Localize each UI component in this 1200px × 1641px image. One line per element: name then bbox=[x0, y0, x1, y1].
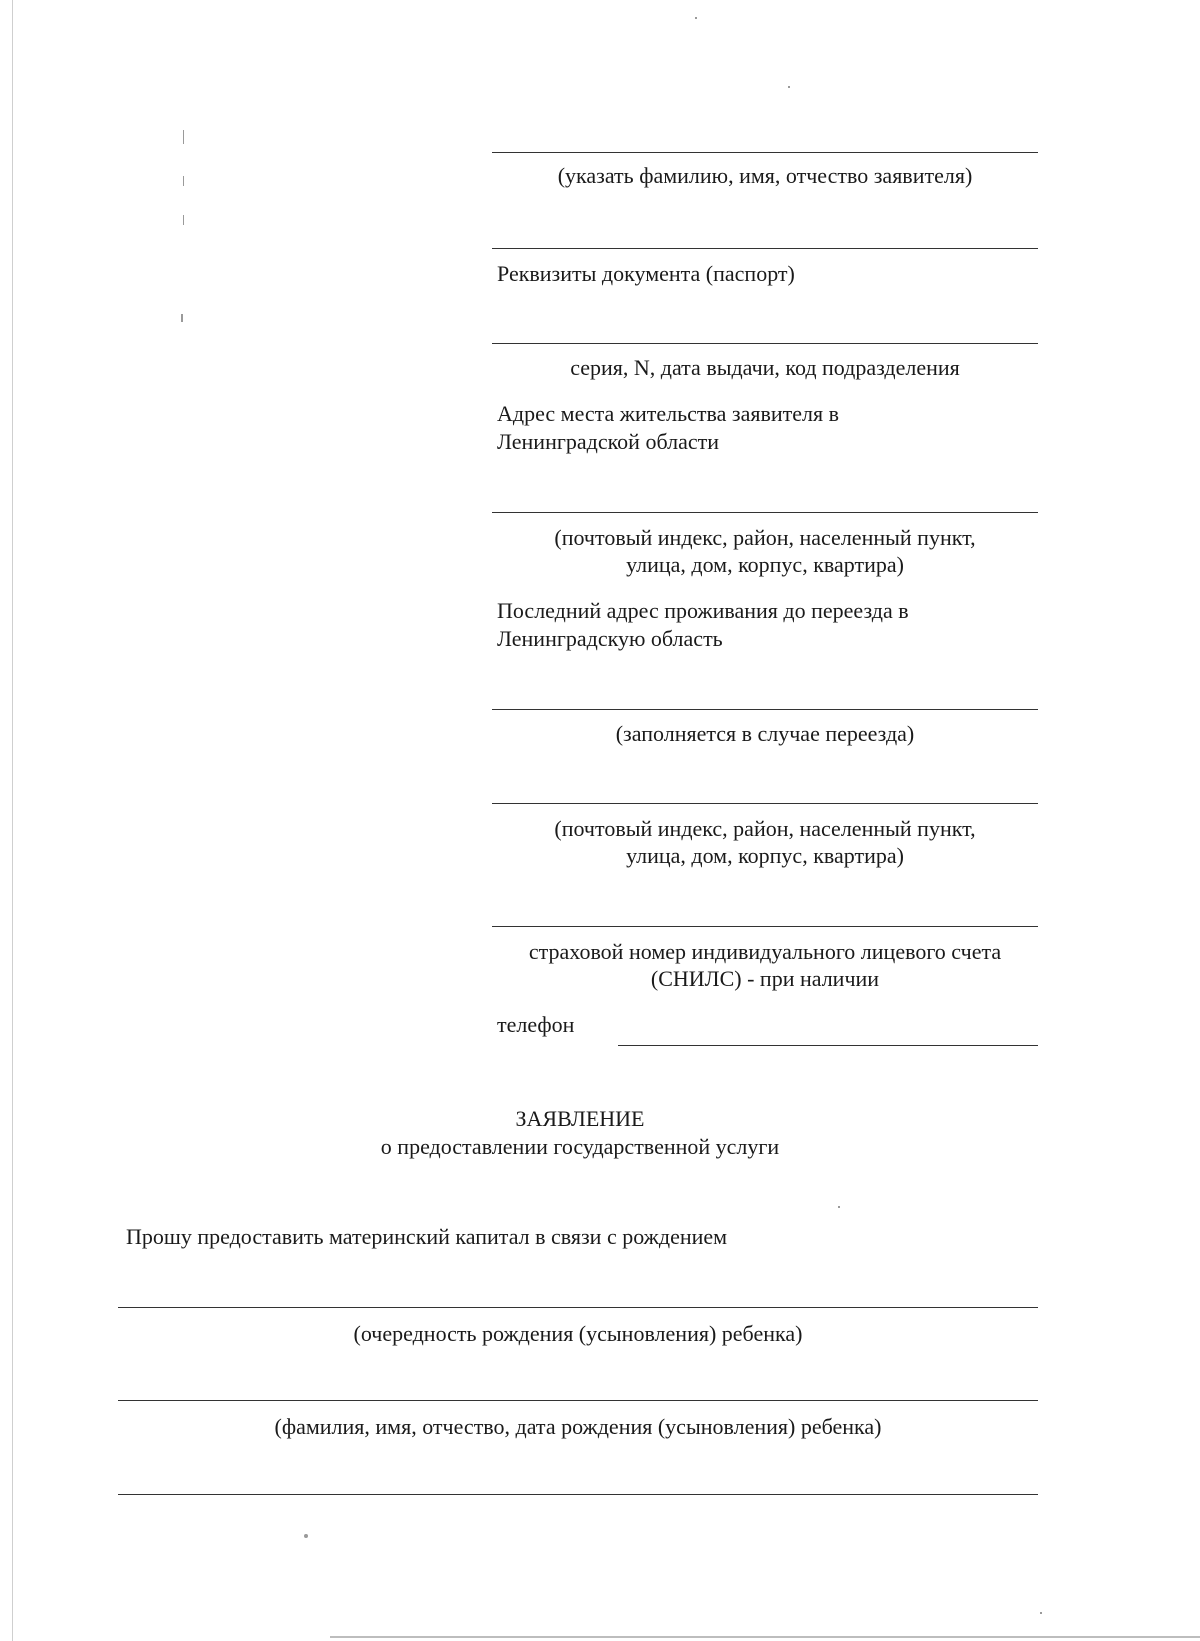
applicant-name-hint: (указать фамилию, имя, отчество заявителя) bbox=[557, 163, 973, 188]
prev-address-hint-line1: (почтовый индекс, район, населенный пункт, bbox=[554, 816, 976, 841]
statement-title: ЗАЯВЛЕНИЕ bbox=[515, 1106, 645, 1131]
snils-hint-line1: страховой номер индивидуального лицевого счета bbox=[528, 939, 1002, 964]
scan-speck bbox=[838, 1206, 840, 1208]
scan-left-edge bbox=[12, 0, 13, 1641]
prev-address-label-line1: Последний адрес проживания до переезда в bbox=[497, 598, 909, 623]
phone-line[interactable] bbox=[618, 1045, 1038, 1046]
birth-order-line[interactable] bbox=[118, 1307, 1038, 1308]
snils-hint-line2: (СНИЛС) - при наличии bbox=[650, 966, 880, 991]
doc-label: Реквизиты документа (паспорт) bbox=[497, 261, 795, 286]
scan-mark bbox=[183, 130, 184, 144]
scan-speck bbox=[304, 1534, 308, 1538]
child-details-line[interactable] bbox=[118, 1400, 1038, 1401]
applicant-name-line[interactable] bbox=[492, 152, 1038, 153]
doc-hint: серия, N, дата выдачи, код подразделения bbox=[570, 355, 960, 380]
phone-label: телефон bbox=[497, 1012, 575, 1037]
child-details-hint: (фамилия, имя, отчество, дата рождения (усыновления) ребенка) bbox=[274, 1414, 882, 1439]
snils-line[interactable] bbox=[492, 926, 1038, 927]
address-line[interactable] bbox=[492, 512, 1038, 513]
prev-address-line[interactable] bbox=[492, 709, 1038, 710]
scan-speck bbox=[1040, 1612, 1042, 1614]
extra-line[interactable] bbox=[118, 1494, 1038, 1495]
address-hint-line2: улица, дом, корпус, квартира) bbox=[626, 552, 904, 577]
address-hint-line1: (почтовый индекс, район, населенный пункт, bbox=[554, 525, 976, 550]
doc-top-line[interactable] bbox=[492, 248, 1038, 249]
request-text: Прошу предоставить материнский капитал в связи с рождением bbox=[126, 1224, 728, 1249]
address-label-line1: Адрес места жительства заявителя в bbox=[497, 401, 840, 426]
scan-mark bbox=[183, 176, 184, 186]
doc-details-line[interactable] bbox=[492, 343, 1038, 344]
scan-bottom-edge bbox=[330, 1636, 1200, 1638]
prev-address-hint-line2: улица, дом, корпус, квартира) bbox=[626, 843, 904, 868]
prev-address-detail-line[interactable] bbox=[492, 803, 1038, 804]
prev-address-note: (заполняется в случае переезда) bbox=[615, 721, 915, 746]
prev-address-label-line2: Ленинградскую область bbox=[497, 626, 723, 651]
scan-speck bbox=[695, 17, 697, 19]
statement-subtitle: о предоставлении государственной услуги bbox=[380, 1134, 780, 1159]
scan-mark bbox=[181, 314, 183, 322]
address-label-line2: Ленинградской области bbox=[497, 429, 719, 454]
birth-order-hint: (очередность рождения (усыновления) ребенка) bbox=[353, 1321, 803, 1346]
scan-mark bbox=[183, 215, 184, 225]
scan-speck bbox=[788, 86, 790, 88]
